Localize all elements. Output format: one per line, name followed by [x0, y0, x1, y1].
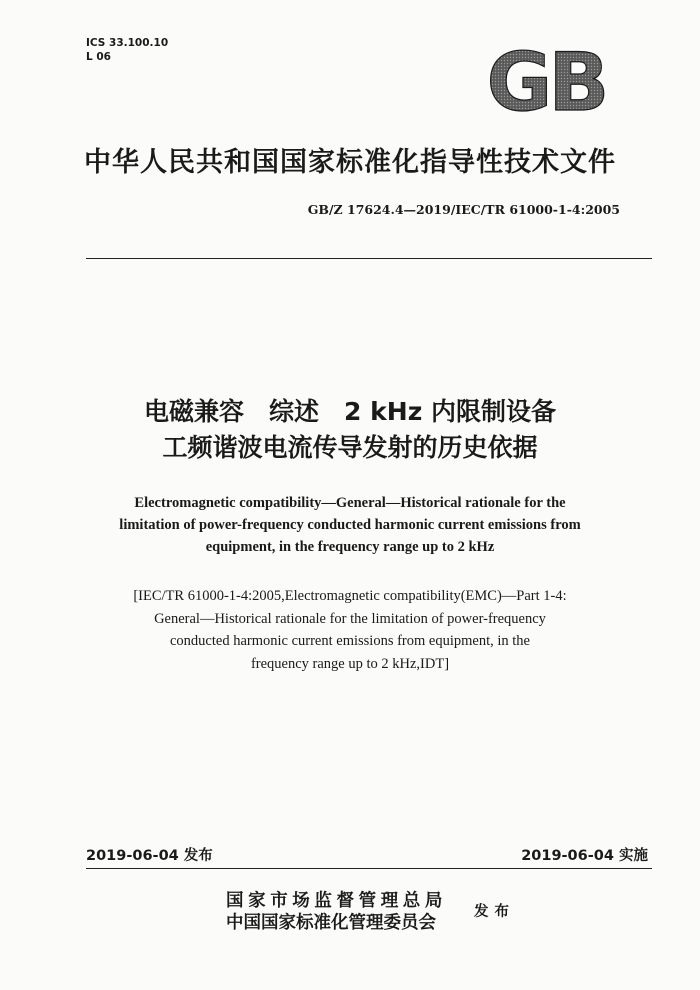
- title-en-line: limitation of power-frequency conducted harmonic current emissions from: [119, 517, 581, 533]
- classification-codes: [86, 36, 168, 64]
- issuer-samr: 国家市场监督管理总局: [226, 891, 447, 911]
- publish-label: 发布: [474, 904, 515, 920]
- divider-top: [86, 258, 652, 259]
- equivalence-line: conducted harmonic current emissions from equipment, in the: [170, 633, 530, 649]
- equivalence-line: [IEC/TR 61000-1-4:2005,Electromagnetic compatibility(EMC)—Part 1-4:: [133, 588, 567, 604]
- equivalence-statement: [80, 585, 620, 675]
- implementation-date: 2019-06-04 实施: [521, 848, 648, 864]
- gb-logo: [476, 44, 616, 118]
- gb-logo-text: GB: [486, 44, 606, 118]
- ccs-code: L 06: [86, 51, 111, 63]
- ics-code: ICS 33.100.10: [86, 37, 169, 49]
- divider-bottom: [86, 868, 652, 869]
- issuer-sac: 中国国家标准化管理委员会: [226, 913, 436, 933]
- title-en-line: Electromagnetic compatibility—General—Historical rationale for the: [134, 495, 566, 511]
- issue-date: 2019-06-04 发布: [86, 848, 213, 864]
- title-en-line: equipment, in the frequency range up to 2 kHz: [205, 539, 495, 555]
- title-en: [80, 492, 620, 558]
- document-type: 中华人民共和国国家标准化指导性技术文件: [84, 147, 616, 178]
- equivalence-line: frequency range up to 2 kHz,IDT]: [250, 655, 450, 672]
- title-cn-line-1: 电磁兼容 综述 2 kHz 内限制设备: [144, 397, 556, 426]
- issuing-authorities: [226, 890, 447, 934]
- equivalence-line: General—Historical rationale for the limitation of power-frequency: [154, 610, 546, 627]
- standard-number: GB/Z 17624.4—2019/IEC/TR 61000-1-4:2005: [307, 202, 620, 217]
- title-cn-line-2: 工频谐波电流传导发射的历史依据: [162, 433, 538, 462]
